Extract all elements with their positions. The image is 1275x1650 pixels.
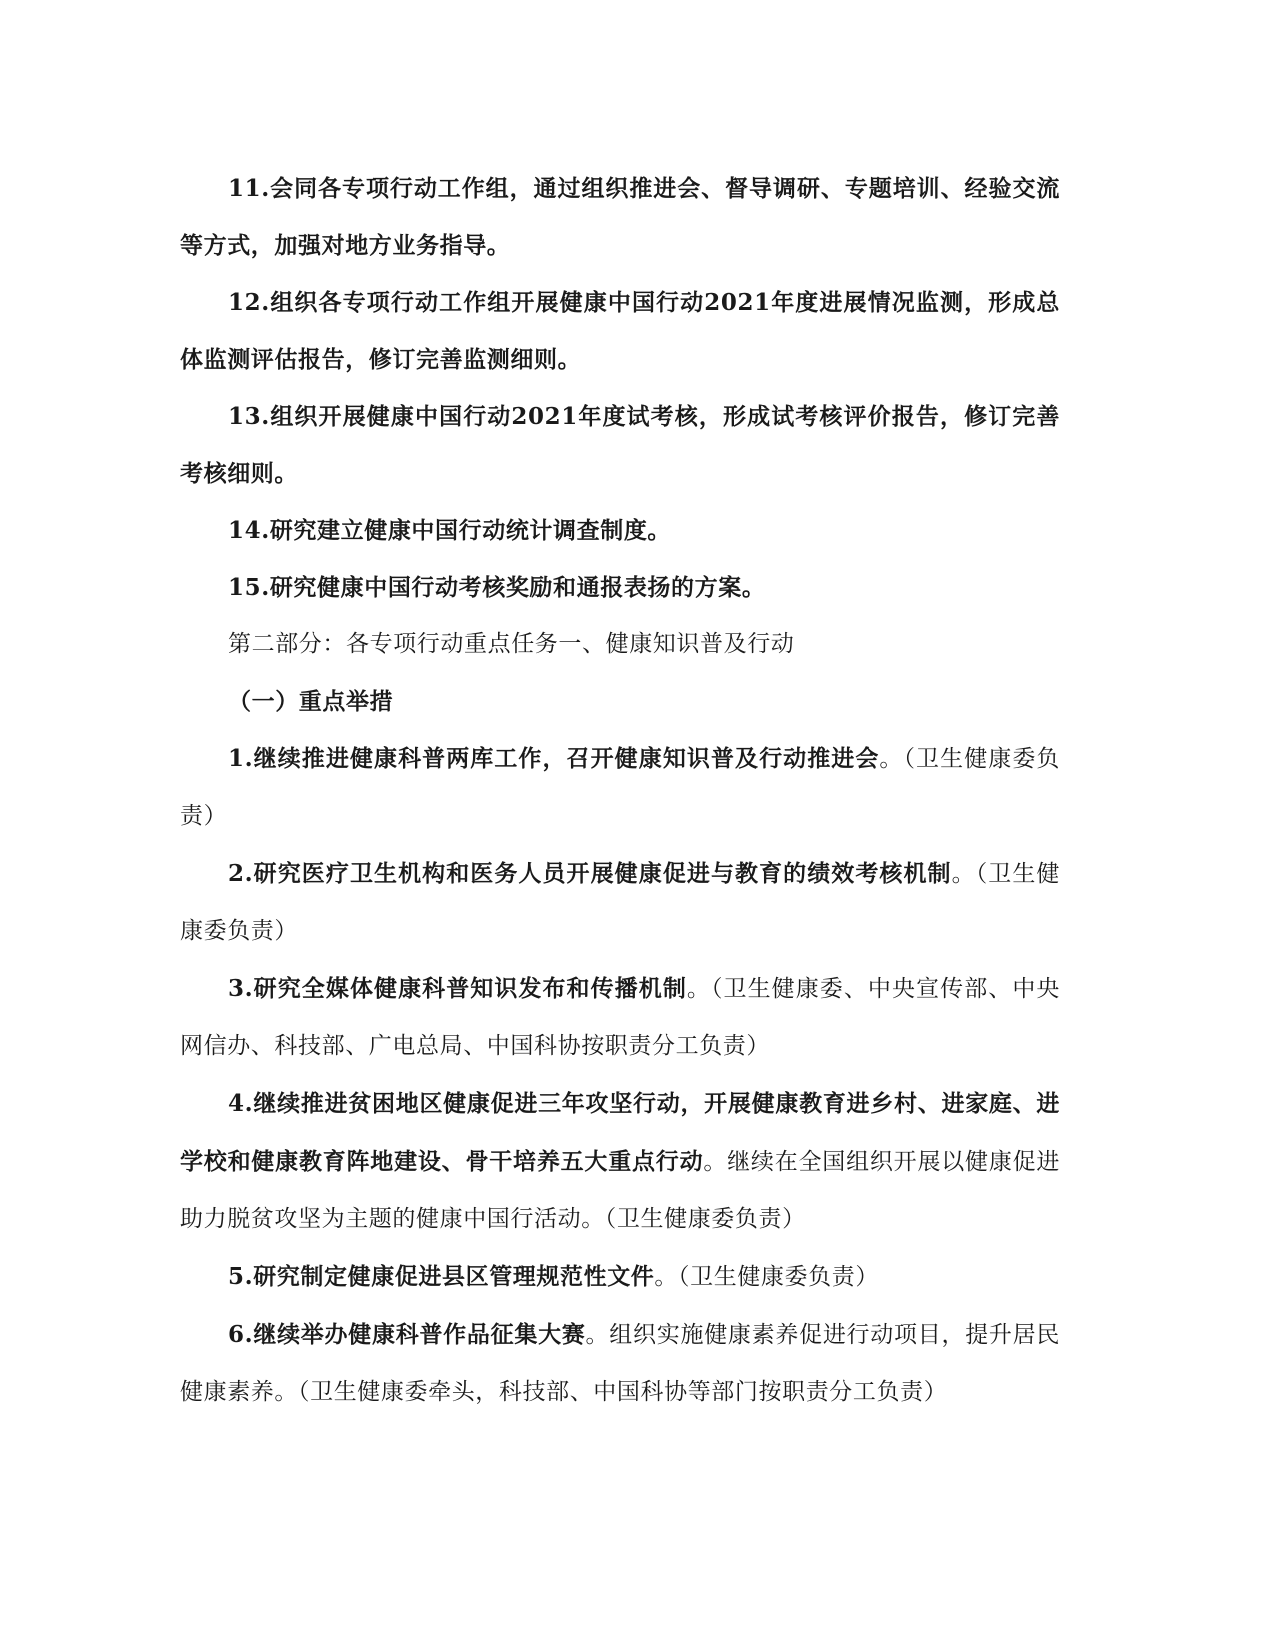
measure-5-title: 5.研究制定健康促进县区管理规范性文件 xyxy=(228,1263,655,1290)
measure-6 xyxy=(180,1306,1060,1421)
item-11: 11.会同各专项行动工作组，通过组织推进会、督导调研、专题培训、经验交流等方式，加强对地方业务指导。 xyxy=(180,175,1060,259)
measure-3-title: 3.研究全媒体健康科普知识发布和传播机制 xyxy=(228,975,687,1002)
document-page xyxy=(180,160,1060,1421)
section-heading: （一）重点举措 xyxy=(228,688,394,715)
item-14: 14.研究建立健康中国行动统计调查制度。 xyxy=(228,517,672,544)
measure-2 xyxy=(180,845,1060,960)
measure-1-detail: 。（卫生健康委负责） xyxy=(180,746,1060,829)
item-12: 12.组织各专项行动工作组开展健康中国行动2021年度进展情况监测，形成总体监测评估报告，修订完善监测细则。 xyxy=(180,289,1060,373)
measure-1 xyxy=(180,730,1060,845)
measure-3-detail: 。（卫生健康委、中央宣传部、中央网信办、科技部、广电总局、中国科协按职责分工负责） xyxy=(180,976,1060,1059)
part-two-heading: 第二部分：各专项行动重点任务一、健康知识普及行动 xyxy=(228,631,795,657)
item-13: 13.组织开展健康中国行动2021年度试考核，形成试考核评价报告，修订完善考核细则。 xyxy=(180,403,1060,487)
measure-5-detail: 。（卫生健康委负责） xyxy=(654,1264,879,1290)
measure-3 xyxy=(180,960,1060,1075)
measure-4 xyxy=(180,1075,1060,1248)
measure-5 xyxy=(180,1248,1060,1306)
measure-6-detail: 。组织实施健康素养促进行动项目，提升居民健康素养。（卫生健康委牵头，科技部、中国科协等部门按职责分工负责） xyxy=(180,1322,1060,1405)
item-15: 15.研究健康中国行动考核奖励和通报表扬的方案。 xyxy=(228,574,766,601)
measure-4-title: 4.继续推进贫困地区健康促进三年攻坚行动，开展健康教育进乡村、进家庭、进学校和健康教育阵地建设、骨干培养五大重点行动 xyxy=(180,1090,1060,1175)
measure-2-title: 2.研究医疗卫生机构和医务人员开展健康促进与教育的绩效考核机制 xyxy=(228,860,952,887)
measure-6-title: 6.继续举办健康科普作品征集大赛 xyxy=(228,1321,586,1348)
measure-1-title: 1.继续推进健康科普两库工作，召开健康知识普及行动推进会 xyxy=(228,745,880,772)
measure-4-detail: 。继续在全国组织开展以健康促进助力脱贫攻坚为主题的健康中国行活动。（卫生健康委负责） xyxy=(180,1149,1061,1232)
measure-2-detail: 。（卫生健康委负责） xyxy=(180,861,1060,944)
